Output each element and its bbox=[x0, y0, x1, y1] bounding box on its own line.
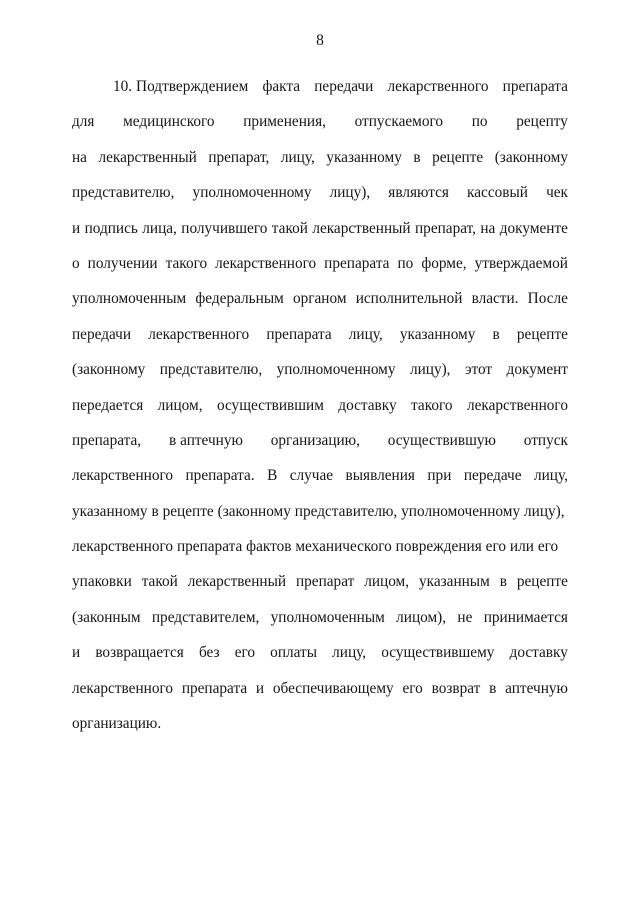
text-word: доставку bbox=[338, 396, 397, 414]
text-word: не bbox=[457, 608, 473, 626]
text-line bbox=[72, 671, 568, 706]
text-word: организацию, bbox=[270, 431, 360, 449]
body-text-block bbox=[72, 69, 568, 741]
text-word: упаковки bbox=[72, 573, 132, 591]
text-word: В bbox=[267, 467, 278, 485]
text-word: рецепте bbox=[516, 573, 568, 591]
text-word: лекарственный bbox=[312, 219, 411, 237]
text-word: лицу, bbox=[280, 148, 315, 166]
text-word: лицом), bbox=[396, 608, 447, 626]
text-word: (законным bbox=[72, 608, 141, 626]
text-word: лекарственного bbox=[72, 467, 174, 485]
text-word: лица, bbox=[142, 219, 177, 237]
text-line bbox=[72, 140, 568, 175]
text-word: такого bbox=[165, 254, 208, 272]
text-word: представителю, bbox=[159, 361, 263, 379]
text-word: на bbox=[480, 219, 496, 237]
text-word: (законному bbox=[72, 361, 146, 379]
text-word: лицом, bbox=[157, 396, 203, 414]
text-word: отпускаемого bbox=[354, 113, 444, 131]
text-word: исполнительной bbox=[355, 290, 463, 308]
text-word: документе bbox=[499, 219, 568, 237]
text-word: кассовый bbox=[467, 184, 528, 202]
text-line bbox=[72, 458, 568, 493]
text-word: утверждаемой bbox=[474, 254, 568, 272]
text-word: его bbox=[402, 679, 423, 697]
text-word: о bbox=[72, 254, 80, 272]
text-word: лицу), bbox=[329, 184, 371, 202]
text-line bbox=[72, 317, 568, 352]
text-word: и bbox=[72, 644, 81, 662]
text-line: указанному в рецепте (законному представителю, уполномоченному лицу), bbox=[72, 502, 565, 520]
text-word: лекарственный bbox=[98, 148, 197, 166]
text-word: лицу, bbox=[332, 644, 367, 662]
text-word: лекарственного bbox=[148, 325, 250, 343]
text-word: лицом, bbox=[364, 573, 410, 591]
text-word: документ bbox=[506, 361, 568, 379]
text-word: препарата, bbox=[72, 431, 142, 449]
text-word: После bbox=[527, 290, 568, 308]
text-line bbox=[72, 564, 568, 599]
text-word: уполномоченному bbox=[276, 361, 396, 379]
text-word: его bbox=[234, 644, 256, 662]
text-line bbox=[72, 175, 568, 210]
text-word: лекарственного bbox=[466, 396, 568, 414]
text-word: по bbox=[471, 113, 488, 131]
text-word: без bbox=[198, 644, 220, 662]
text-word: указанному bbox=[399, 325, 476, 343]
text-word: медицинского bbox=[123, 113, 215, 131]
text-word: препарата bbox=[266, 325, 332, 343]
text-word: такого bbox=[411, 396, 453, 414]
text-word: препарата bbox=[324, 254, 390, 272]
text-word: возвращается bbox=[95, 644, 184, 662]
text-word: органом bbox=[292, 290, 347, 308]
text-word: лекарственного bbox=[72, 679, 174, 697]
text-word: для bbox=[72, 113, 95, 131]
text-word: лицу, bbox=[348, 325, 383, 343]
text-word: и bbox=[255, 679, 265, 697]
text-word: представителем, bbox=[151, 608, 260, 626]
text-line: организацию. bbox=[72, 715, 162, 733]
text-word: передачи bbox=[314, 78, 374, 95]
text-word: рецепте bbox=[432, 148, 484, 166]
text-word: чек bbox=[546, 184, 568, 202]
text-word: осуществившим bbox=[216, 396, 324, 414]
text-word: передается bbox=[72, 396, 144, 414]
text-word: и bbox=[72, 219, 81, 237]
text-word: случае bbox=[289, 467, 334, 485]
text-word: рецепту bbox=[516, 113, 568, 131]
text-word: факта bbox=[262, 78, 301, 95]
text-word: представителю, bbox=[72, 184, 175, 202]
text-word: федеральным bbox=[195, 290, 284, 308]
text-word: лекарственный bbox=[187, 573, 287, 591]
text-word: лекарственного bbox=[387, 78, 489, 95]
text-word: оплаты bbox=[270, 644, 317, 662]
text-word: передаче bbox=[463, 467, 522, 485]
text-line bbox=[72, 635, 568, 670]
text-word: в bbox=[492, 325, 500, 343]
text-word: указанному bbox=[326, 148, 402, 166]
text-word: выявления bbox=[345, 467, 415, 485]
text-word: препарат, bbox=[208, 148, 270, 166]
text-word: указанным bbox=[418, 573, 490, 591]
text-word: осуществившую bbox=[387, 431, 496, 449]
text-word: в bbox=[413, 148, 421, 166]
text-line bbox=[72, 352, 568, 387]
text-word: получении bbox=[87, 254, 158, 272]
text-word: препарат, bbox=[414, 219, 476, 237]
text-word: уполномоченному bbox=[192, 184, 312, 202]
text-line bbox=[72, 104, 568, 139]
text-word: в аптечную bbox=[168, 431, 243, 449]
text-word: препарат bbox=[295, 573, 355, 591]
text-word: возврат bbox=[431, 679, 481, 697]
text-word: препарата bbox=[502, 78, 568, 95]
text-word: доставку bbox=[509, 644, 568, 662]
text-word: препарата bbox=[181, 679, 248, 697]
text-word: при bbox=[427, 467, 452, 485]
text-word: такой bbox=[271, 219, 308, 237]
text-word: применения, bbox=[243, 113, 326, 131]
text-line bbox=[72, 281, 568, 316]
text-word: получившего bbox=[181, 219, 268, 237]
text-word: обеспечивающему bbox=[272, 679, 394, 697]
text-word: уполномоченным bbox=[270, 608, 385, 626]
text-word: (законному bbox=[494, 148, 568, 166]
text-word: принимается bbox=[483, 608, 568, 626]
paragraph-item-10 bbox=[72, 69, 568, 741]
text-word: рецепте bbox=[516, 325, 568, 343]
text-word: уполномоченным bbox=[72, 290, 187, 308]
text-line bbox=[72, 600, 568, 635]
text-word: форме, bbox=[421, 254, 467, 272]
text-word: власти. bbox=[471, 290, 519, 308]
text-word: осуществившему bbox=[381, 644, 495, 662]
text-word: на bbox=[72, 148, 87, 166]
text-word: лицу, bbox=[533, 467, 568, 485]
text-word: такой bbox=[141, 573, 178, 591]
text-word: 10. Подтверждением bbox=[113, 78, 249, 95]
text-word: лицу), bbox=[409, 361, 451, 379]
text-word: подпись bbox=[84, 219, 138, 237]
text-line bbox=[72, 69, 568, 104]
text-line bbox=[72, 211, 568, 246]
text-line: лекарственного препарата фактов механического повреждения его или его bbox=[72, 538, 559, 556]
text-word: препарата. bbox=[185, 467, 255, 485]
text-word: в bbox=[489, 679, 497, 697]
page-number: 8 bbox=[316, 32, 324, 49]
text-word: аптечную bbox=[505, 679, 568, 697]
text-word: передачи bbox=[72, 325, 132, 343]
text-word: отпуск bbox=[523, 431, 568, 449]
text-word: этот bbox=[464, 361, 493, 379]
text-word: лекарственного bbox=[215, 254, 317, 272]
text-word: являются bbox=[388, 184, 449, 202]
text-line bbox=[72, 423, 568, 458]
text-word: по bbox=[397, 254, 414, 272]
text-word: в bbox=[499, 573, 507, 591]
text-line bbox=[72, 246, 568, 281]
text-line bbox=[72, 388, 568, 423]
